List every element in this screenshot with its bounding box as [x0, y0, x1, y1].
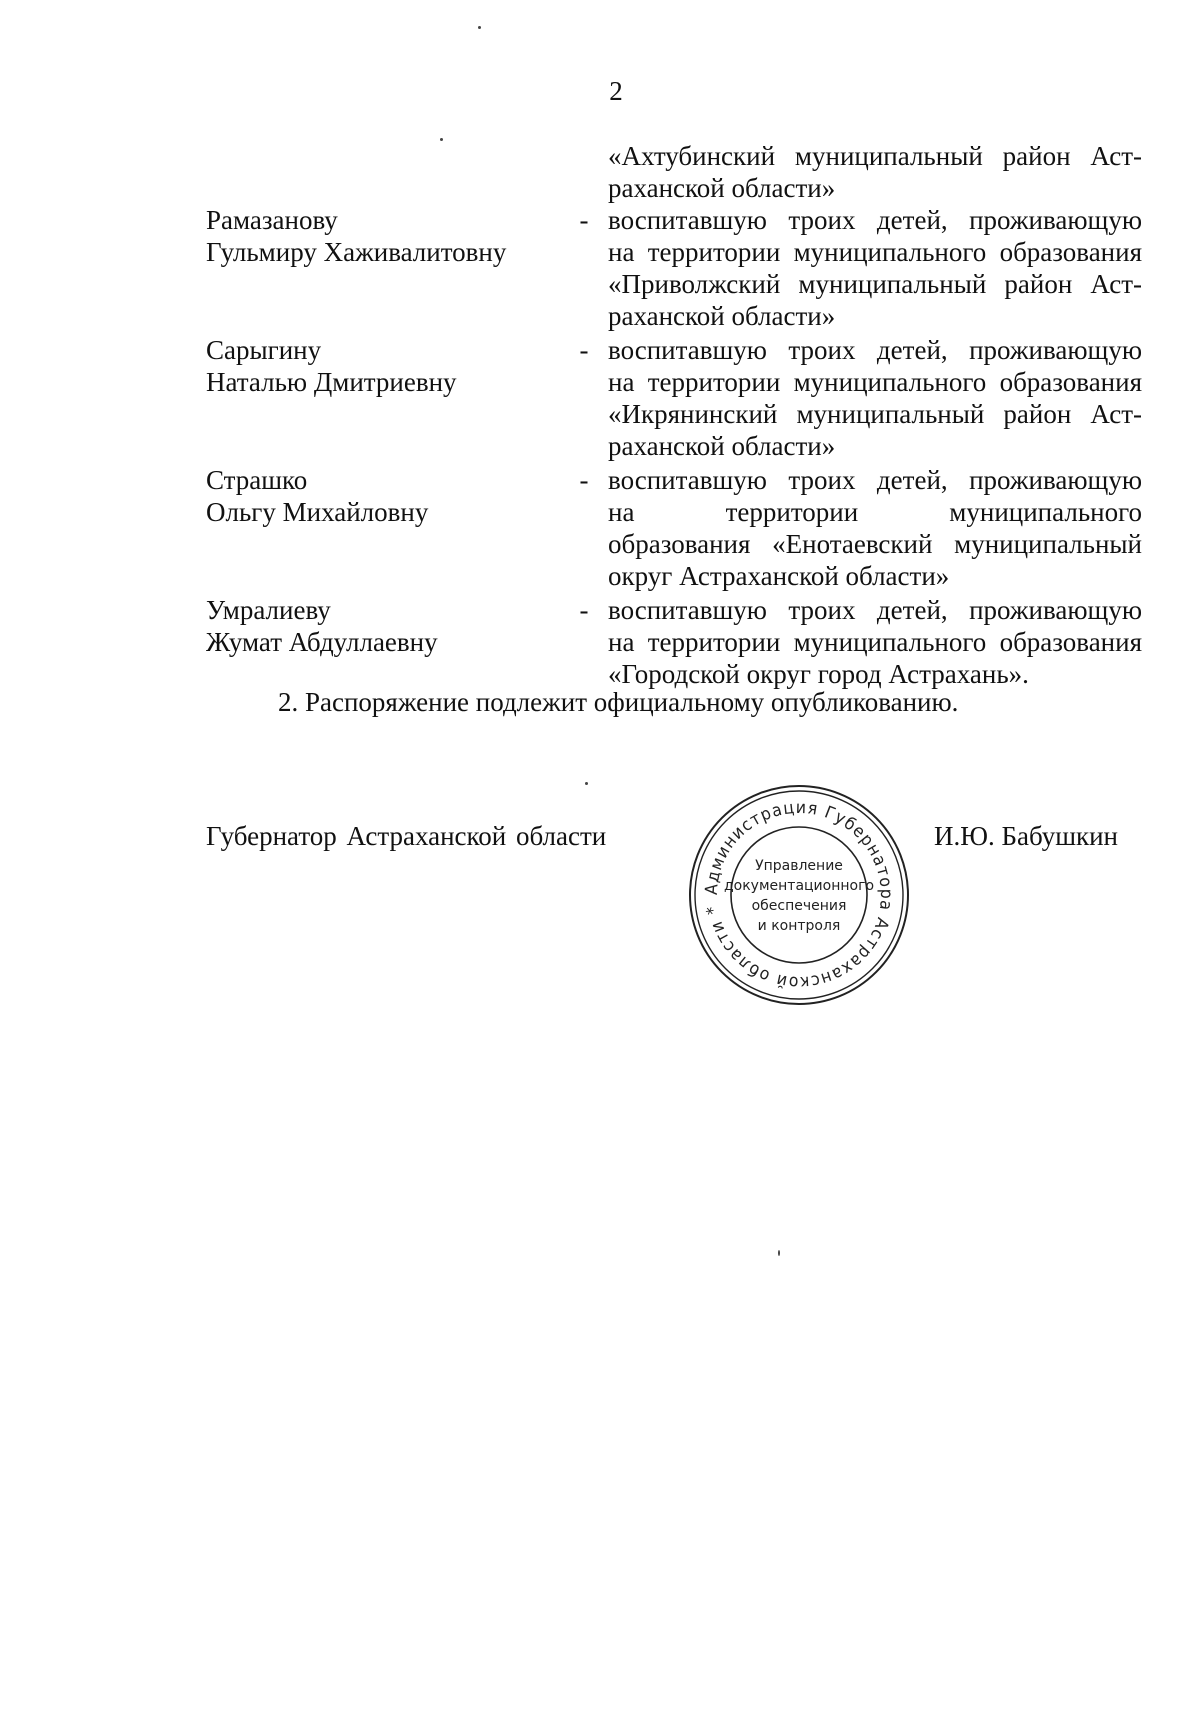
dash: - [579, 465, 589, 495]
seal-inner-line: и контроля [757, 918, 841, 934]
seal-inner-ring [731, 827, 867, 963]
page-number: 2 [609, 76, 623, 106]
recipient-name [206, 204, 566, 268]
dash: - [579, 335, 589, 365]
description-line: на территории муниципального [608, 497, 1142, 527]
given-names: Жумат Абдуллаевну [206, 627, 438, 657]
seal-outer-text: Администрация Губернатора Астраханской области * [701, 797, 897, 993]
seal-outer-ring [690, 786, 908, 1004]
signatory-name: И.Ю. Бабушкин [934, 821, 1119, 851]
signatory-title: Губернатор Астраханской области [206, 821, 607, 851]
description-line: воспитавшую троих детей, проживающую [608, 595, 1142, 625]
surname: Сарыгину [206, 335, 322, 365]
description-line: воспитавшую троих детей, проживающую [608, 335, 1142, 365]
description-line: «Приволжский муниципальный район Аст- [608, 269, 1142, 299]
official-seal [688, 784, 910, 1006]
description-line: округ Астраханской области» [608, 561, 950, 591]
description-line: на территории муниципального образования [608, 367, 1142, 397]
surname: Страшко [206, 465, 308, 495]
continuation-text [608, 140, 1142, 204]
description-line: «Икрянинский муниципальный район Аст- [608, 399, 1142, 429]
scan-speck [778, 1250, 780, 1256]
description-line: воспитавшую троих детей, проживающую [608, 465, 1142, 495]
surname: Рамазанову [206, 205, 338, 235]
description-line: воспитавшую троих детей, проживающую [608, 205, 1142, 235]
continuation-line: «Ахтубинский муниципальный район Аст- [608, 141, 1142, 171]
scan-speck [585, 782, 588, 785]
recipient-description [608, 594, 1142, 690]
seal-inner-line: документационного [723, 878, 875, 894]
description-line: образования «Енотаевский муниципальный [608, 529, 1142, 559]
dash: - [579, 595, 589, 625]
description-line: на территории муниципального образования [608, 627, 1142, 657]
continuation-line: раханской области» [608, 173, 836, 203]
recipient-name [206, 464, 566, 528]
given-names: Наталью Дмитриевну [206, 367, 457, 397]
recipient-description [608, 464, 1142, 592]
seal-outer-ring-inner [695, 791, 903, 999]
given-names: Гульмиру Хаживалитовну [206, 237, 507, 267]
recipient-description [608, 334, 1142, 462]
recipient-name [206, 594, 566, 658]
description-line: на территории муниципального образования [608, 237, 1142, 267]
scan-speck [478, 26, 481, 29]
description-line: «Городской округ город Астрахань». [608, 659, 1029, 689]
description-line: раханской области» [608, 301, 836, 331]
scan-speck [440, 138, 443, 141]
given-names: Ольгу Михайловну [206, 497, 429, 527]
description-line: раханской области» [608, 431, 836, 461]
seal-inner-line: Управление [755, 858, 843, 874]
dash: - [579, 205, 589, 235]
recipient-name [206, 334, 566, 398]
surname: Умралиеву [206, 595, 331, 625]
clause-2: 2. Распоряжение подлежит официальному опубликованию. [278, 687, 959, 717]
seal-inner-line: обеспечения [751, 898, 847, 914]
recipient-description [608, 204, 1142, 332]
